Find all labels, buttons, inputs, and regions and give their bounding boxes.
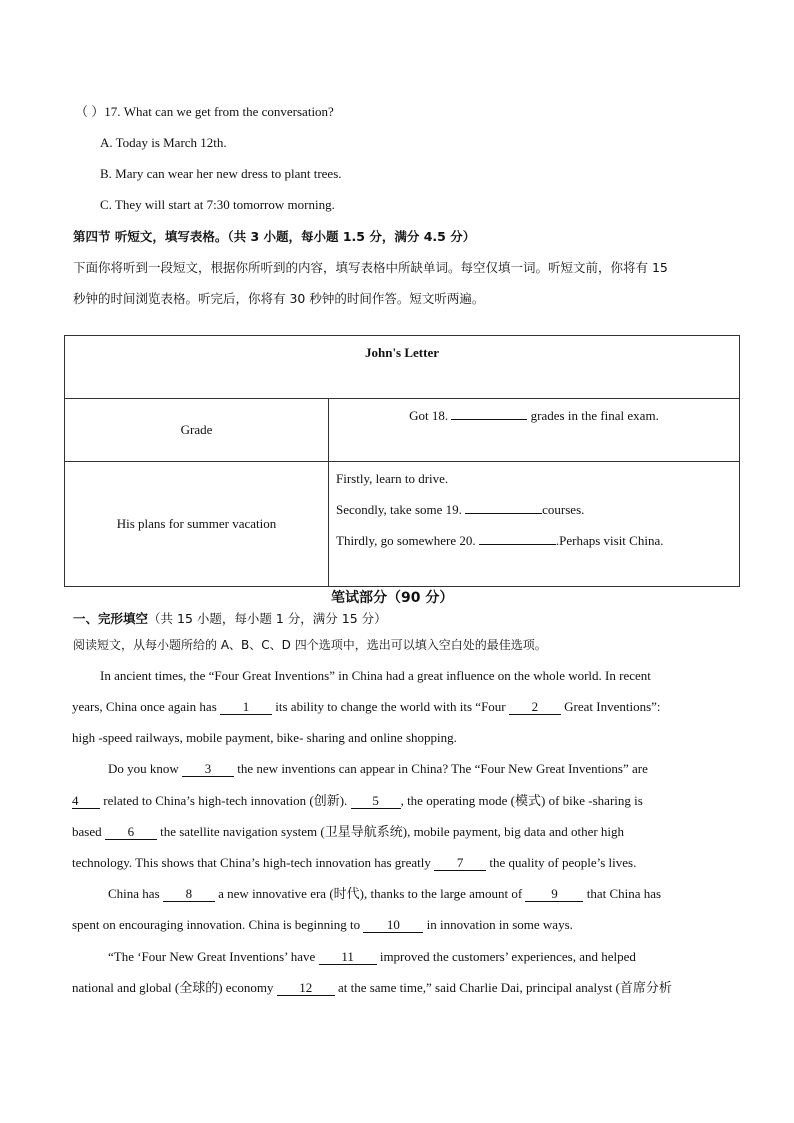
passage-p4-line-2 [72,980,672,996]
blank-18[interactable] [451,419,527,420]
passage-p2-line-3 [72,824,624,840]
passage-text: technology. This shows that China’s high-tech innovation has greatly [72,855,435,870]
part-1-instruction: 阅读短文，从每小题所给的 A、B、C、D 四个选项中，选出可以填入空白处的最佳选项。 [73,638,547,652]
section-4-instruction-line-1: 下面你将听到一段短文，根据你所听到的内容，填写表格中所缺单词。每空仅填一词。听短文前，你将有 15 [73,260,668,275]
plans-label-cell [65,462,329,587]
passage-text: its ability to change the world with its “Four [272,699,509,714]
grade-label-cell [65,399,329,462]
blank-5[interactable]: 5 [351,794,401,809]
passage-p1-line-1: In ancient times, the “Four Great Inventions” in China had a great influence on the whole world. In recent [100,668,651,683]
passage-text: in innovation in some ways. [423,917,573,932]
passage-text: spent on encouraging innovation. China is beginning to [72,917,364,932]
passage-p1-line-3: high -speed railways, mobile payment, bike- sharing and online shopping. [72,730,457,745]
blank-20[interactable] [479,544,556,545]
plan-1: Firstly, learn to drive. [336,471,449,486]
passage-p2-line-4 [72,855,636,871]
part-1-heading-rest: （共 15 小题，每小题 1 分，满分 15 分） [148,611,387,626]
blank-2[interactable]: 2 [509,700,561,715]
question-17-option-b: B. Mary can wear her new dress to plant trees. [100,166,342,181]
passage-text: Do you know [108,761,183,776]
table-title: John's Letter [364,345,440,360]
blank-12[interactable]: 12 [277,981,335,996]
question-17-option-c: C. They will start at 7:30 tomorrow morning. [100,197,335,212]
passage-p3-line-2 [72,917,573,933]
passage-p2-line-1 [108,761,648,777]
passage-p2-line-2 [72,793,643,809]
passage-text: related to China’s high-tech innovation (创新). [100,793,351,808]
passage-p3-line-1 [108,886,661,902]
passage-text: a new innovative era (时代), thanks to the large amount of [214,886,526,901]
johns-letter-table [64,335,740,587]
passage-text: that China has [583,886,662,901]
grade-text-post: grades in the final exam. [527,408,659,423]
part-1-heading [73,611,387,627]
passage-text: the new inventions can appear in China? The “Four New Great Inventions” are [234,761,648,776]
blank-3[interactable]: 3 [182,762,234,777]
blank-4[interactable]: 4 [72,794,100,809]
blank-7[interactable]: 7 [434,856,486,871]
blank-19[interactable] [465,513,542,514]
plans-value-cell [329,462,740,587]
plan-3-post: .Perhaps visit China. [555,533,664,548]
question-17-stem: （ ）17. What can we get from the conversation? [75,104,334,119]
part-1-heading-bold: 一、完形填空 [73,611,149,626]
passage-text: improved the customers’ experiences, and helped [376,949,636,964]
question-17-option-a: A. Today is March 12th. [100,135,227,150]
plan-3 [336,533,739,549]
plan-2-post: courses. [542,502,585,517]
blank-6[interactable]: 6 [105,825,157,840]
passage-text: China has [108,886,163,901]
passage-text: “The ‘Four New Great Inventions’ have [108,949,319,964]
plans-label: His plans for summer vacation [116,516,277,531]
blank-9[interactable]: 9 [525,887,583,902]
passage-text: based [72,824,105,839]
passage-p4-line-1 [108,949,636,965]
passage-text: the quality of people’s lives. [486,855,637,870]
table-title-cell [65,336,740,399]
section-4-instruction-line-2: 秒钟的时间浏览表格。听完后，你将有 30 秒钟的时间作答。短文听两遍。 [73,291,485,306]
grade-text-pre: Got 18. [409,408,452,423]
passage-text: at the same time,” said Charlie Dai, principal analyst (首席分析 [334,980,672,995]
passage-text: the satellite navigation system (卫星导航系统), mobile payment, big data and other high [156,824,625,839]
grade-label: Grade [180,422,213,437]
plan-3-pre: Thirdly, go somewhere 20. [336,533,479,548]
blank-1[interactable]: 1 [220,700,272,715]
section-4-heading: 第四节 听短文，填写表格。（共 3 小题，每小题 1.5 分，满分 4.5 分） [73,229,476,244]
passage-text: national and global (全球的) economy [72,980,277,995]
plan-2-pre: Secondly, take some 19. [336,502,466,517]
passage-p1-line-2 [72,699,661,715]
blank-10[interactable]: 10 [363,918,423,933]
blank-11[interactable]: 11 [319,950,377,965]
plan-2 [336,502,739,518]
written-part-title: 笔试部分（90 分） [331,590,454,606]
grade-value-cell [329,399,740,462]
blank-8[interactable]: 8 [163,887,215,902]
passage-text: years, China once again has [72,699,221,714]
passage-text: , the operating mode (模式) of bike -sharing is [400,793,643,808]
passage-text: Great Inventions”: [560,699,661,714]
